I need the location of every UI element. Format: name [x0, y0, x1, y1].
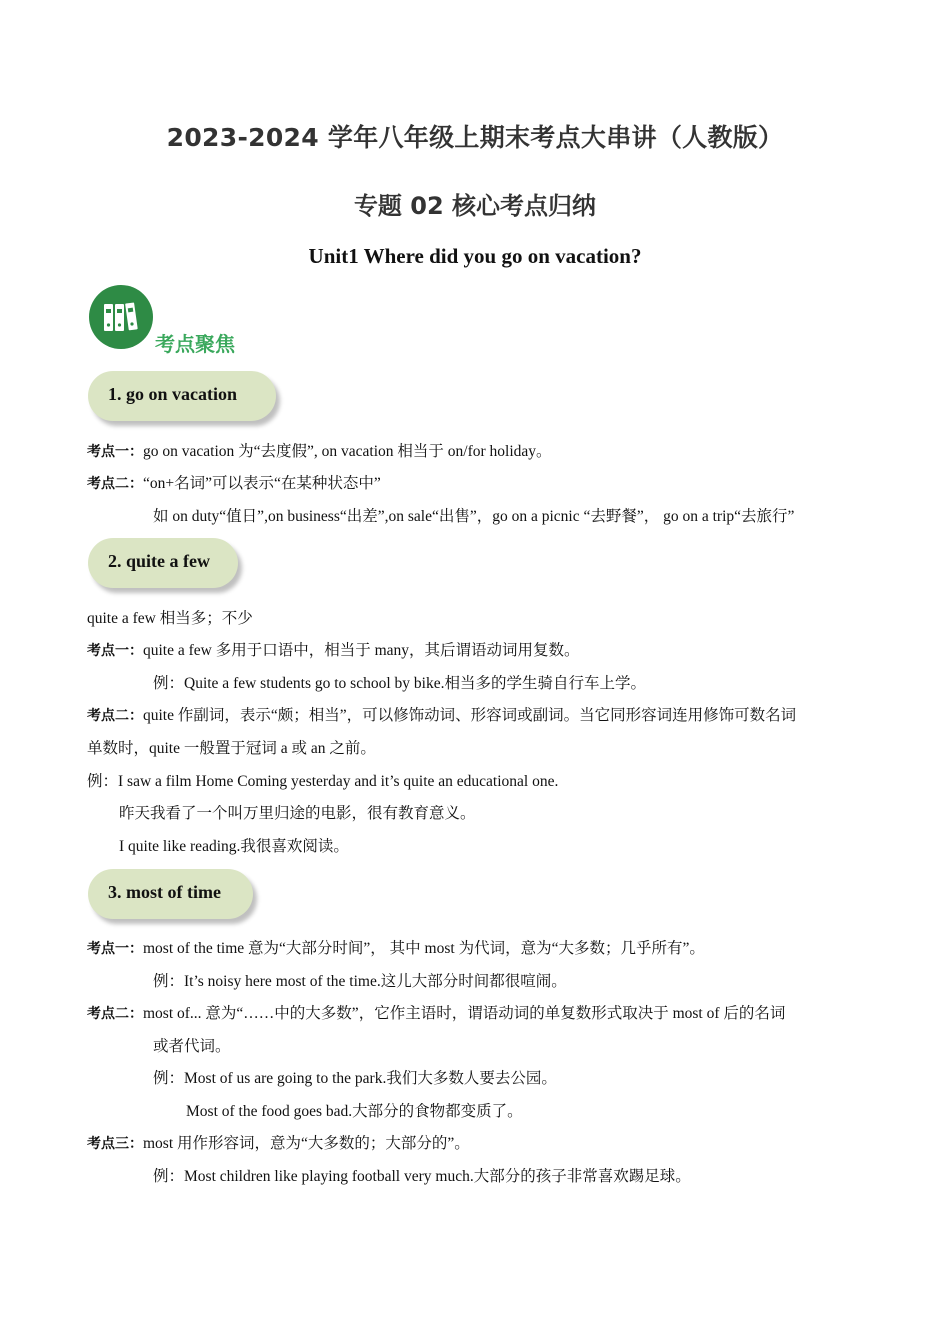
example-text: Most of the food goes bad.大部分的食物都变质了。 [186, 1103, 523, 1120]
point-label: 考点二： [87, 476, 143, 492]
unit-title: Unit1 Where did you go on vacation? [308, 244, 642, 268]
example-text: 例：Most of us are going to the park.我们大多数人要去公园。 [153, 1070, 557, 1087]
section-2-line-4 [87, 706, 796, 726]
point-text: quite 作副词，表示“颇；相当”，可以修饰动词、形容词或副词。当它同形容词连用修饰可数名词 [143, 707, 797, 724]
example-text: 例：I saw a film Home Coming yesterday and it’s quite an educational one. [87, 773, 559, 790]
point-text: go on vacation 为“去度假”, on vacation 相当于 on/for holiday。 [143, 443, 552, 460]
section-3-line-3 [87, 1004, 785, 1024]
section-2-line-8 [119, 837, 349, 857]
section-1-line-2 [87, 474, 381, 494]
point-label: 考点二： [87, 1006, 143, 1022]
section-2-line-5 [87, 739, 376, 759]
section-heading-most-of-time [88, 869, 253, 919]
example-text: I quite like reading.我很喜欢阅读。 [119, 838, 349, 855]
point-text: 单数时，quite 一般置于冠词 a 或 an 之前。 [87, 740, 376, 757]
section-3-line-7 [87, 1134, 470, 1154]
section-3-line-4 [153, 1037, 231, 1057]
section-1-line-1 [87, 442, 552, 462]
section-heading-go-on-vacation [88, 371, 276, 421]
page-subtitle: 专题 02 核心考点归纳 [353, 192, 597, 220]
section-2-line-7 [119, 804, 476, 824]
point-text: 或者代词。 [153, 1038, 231, 1055]
section-3-line-6 [186, 1102, 523, 1122]
section-3-line-8 [153, 1167, 691, 1187]
point-text: quite a few 多用于口语中，相当于 many，其后谓语动词用复数。 [143, 642, 580, 659]
point-text: most of the time 意为“大部分时间”， 其中 most 为代词，意为“大多数；几乎所有”。 [143, 940, 705, 957]
section-heading-text: 1. go on vacation [108, 384, 238, 404]
section-heading-quite-a-few [88, 538, 238, 588]
point-label: 考点二： [87, 708, 143, 724]
example-text: 例：It’s noisy here most of the time.这儿大部分时间都很喧闹。 [153, 973, 567, 990]
point-label: 考点三： [87, 1136, 143, 1152]
point-text: most of... 意为“……中的大多数”，它作主语时，谓语动词的单复数形式取决于 most of 后的名词 [143, 1005, 786, 1022]
point-label: 考点一： [87, 643, 143, 659]
section-heading-text: 2. quite a few [108, 551, 210, 571]
example-text: 例：Most children like playing football very much.大部分的孩子非常喜欢踢足球。 [153, 1168, 691, 1185]
example-translation: 昨天我看了一个叫万里归途的电影，很有教育意义。 [119, 805, 476, 822]
section-3-line-2 [153, 972, 567, 992]
binders-icon [89, 285, 153, 349]
example-text: 如 on duty“值日”,on business“出差”,on sale“出售”，go on a picnic “去野餐”， go on a trip“去旅行” [153, 508, 795, 525]
focus-title: 考点聚焦 [155, 332, 235, 356]
page-title: 2023-2024 学年八年级上期末考点大串讲（人教版） [166, 123, 784, 152]
point-label: 考点一： [87, 444, 143, 460]
definition-text: quite a few 相当多；不少 [87, 610, 253, 627]
example-text: 例：Quite a few students go to school by bike.相当多的学生骑自行车上学。 [153, 675, 646, 692]
section-2-line-1 [87, 609, 253, 629]
section-3-line-5 [153, 1069, 557, 1089]
point-label: 考点一： [87, 941, 143, 957]
section-3-line-1 [87, 939, 705, 959]
section-2-line-2 [87, 641, 580, 661]
point-text: most 用作形容词，意为“大多数的；大部分的”。 [143, 1135, 470, 1152]
section-2-line-6 [87, 772, 558, 792]
point-text: “on+名词”可以表示“在某种状态中” [143, 475, 381, 492]
section-1-line-3 [153, 507, 794, 527]
section-heading-text: 3. most of time [108, 882, 221, 902]
section-2-line-3 [153, 674, 646, 694]
